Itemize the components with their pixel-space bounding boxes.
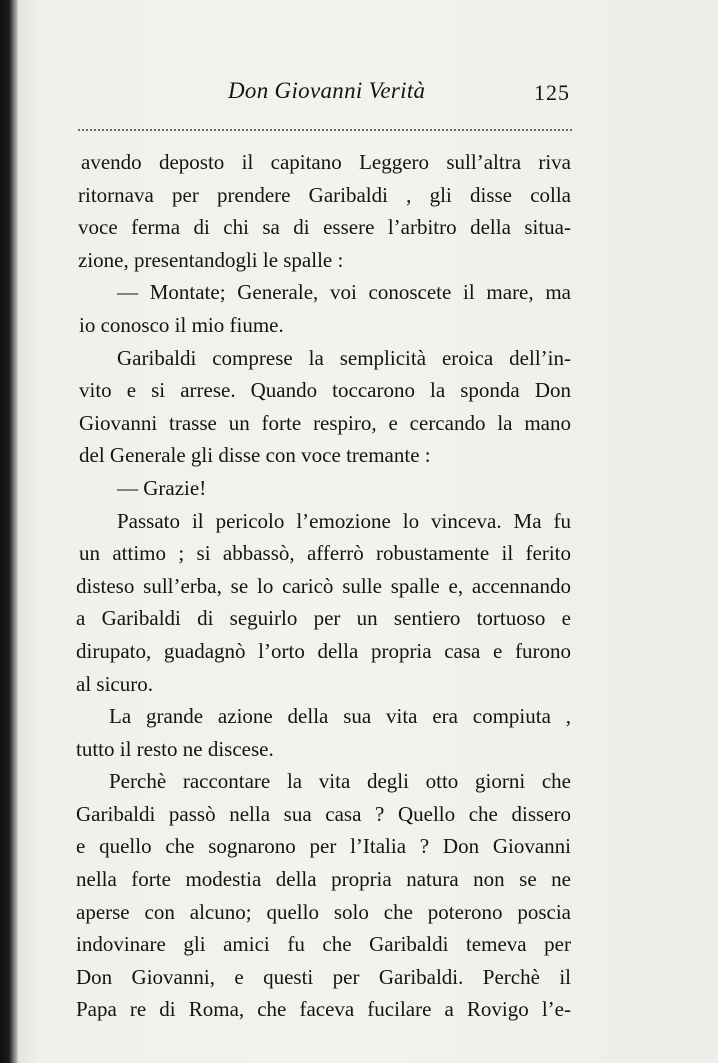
running-head xyxy=(78,78,570,118)
text-line: — Montate; Generale, voi conoscete il mare, ma xyxy=(117,280,571,305)
text-line: Papa re di Roma, che faceva fucilare a Rovigo l’e- xyxy=(76,997,571,1022)
text-line: aperse con alcuno; quello solo che poterono poscia xyxy=(76,899,571,924)
text-line: zione, presentandogli le spalle : xyxy=(78,247,344,272)
text-line: un attimo ; si abbassò, afferrò robustamente il ferito xyxy=(79,541,571,566)
running-title: Don Giovanni Verità xyxy=(228,78,426,103)
text-line: al sicuro. xyxy=(76,671,153,696)
text-line: Perchè raccontare la vita degli otto giorni che xyxy=(109,769,571,794)
text-line: Don Giovanni, e questi per Garibaldi. Perchè il xyxy=(76,964,571,989)
text-line: Passato il pericolo l’emozione lo vinceva. Ma fu xyxy=(117,508,571,533)
text-line: dirupato, guadagnò l’orto della propria casa e furono xyxy=(76,638,571,663)
text-line: a Garibaldi di seguirlo per un sentiero tortuoso e xyxy=(76,606,571,631)
text-line: indovinare gli amici fu che Garibaldi temeva per xyxy=(76,932,571,957)
text-line: disteso sull’erba, se lo caricò sulle spalle e, accennando xyxy=(76,573,571,598)
text-line: — Grazie! xyxy=(117,475,207,500)
text-line: del Generale gli disse con voce tremante : xyxy=(79,443,431,468)
page-number: 125 xyxy=(534,80,570,105)
book-binding-edge xyxy=(0,0,18,1063)
text-line: io conosco il mio fiume. xyxy=(79,312,284,337)
text-line: tutto il resto ne discese. xyxy=(76,736,274,761)
header-dotted-rule xyxy=(78,129,572,131)
text-line: voce ferma di chi sa di essere l’arbitro della situa- xyxy=(78,215,571,240)
text-line: ritornava per prendere Garibaldi , gli disse colla xyxy=(78,182,571,207)
text-line: vito e si arrese. Quando toccarono la sponda Don xyxy=(79,378,571,403)
text-line: nella forte modestia della propria natura non se ne xyxy=(76,867,571,892)
text-line: avendo deposto il capitano Leggero sull’altra riva xyxy=(81,150,571,174)
text-line: Giovanni trasse un forte respiro, e cercando la mano xyxy=(79,410,571,435)
text-line: Garibaldi passò nella sua casa ? Quello che dissero xyxy=(76,801,571,826)
text-line: La grande azione della sua vita era compiuta , xyxy=(109,704,571,729)
text-line: e quello che sognarono per l’Italia ? Don Giovanni xyxy=(76,834,571,859)
body-text xyxy=(73,146,571,1026)
text-line: Garibaldi comprese la semplicità eroica dell’in- xyxy=(117,345,571,370)
